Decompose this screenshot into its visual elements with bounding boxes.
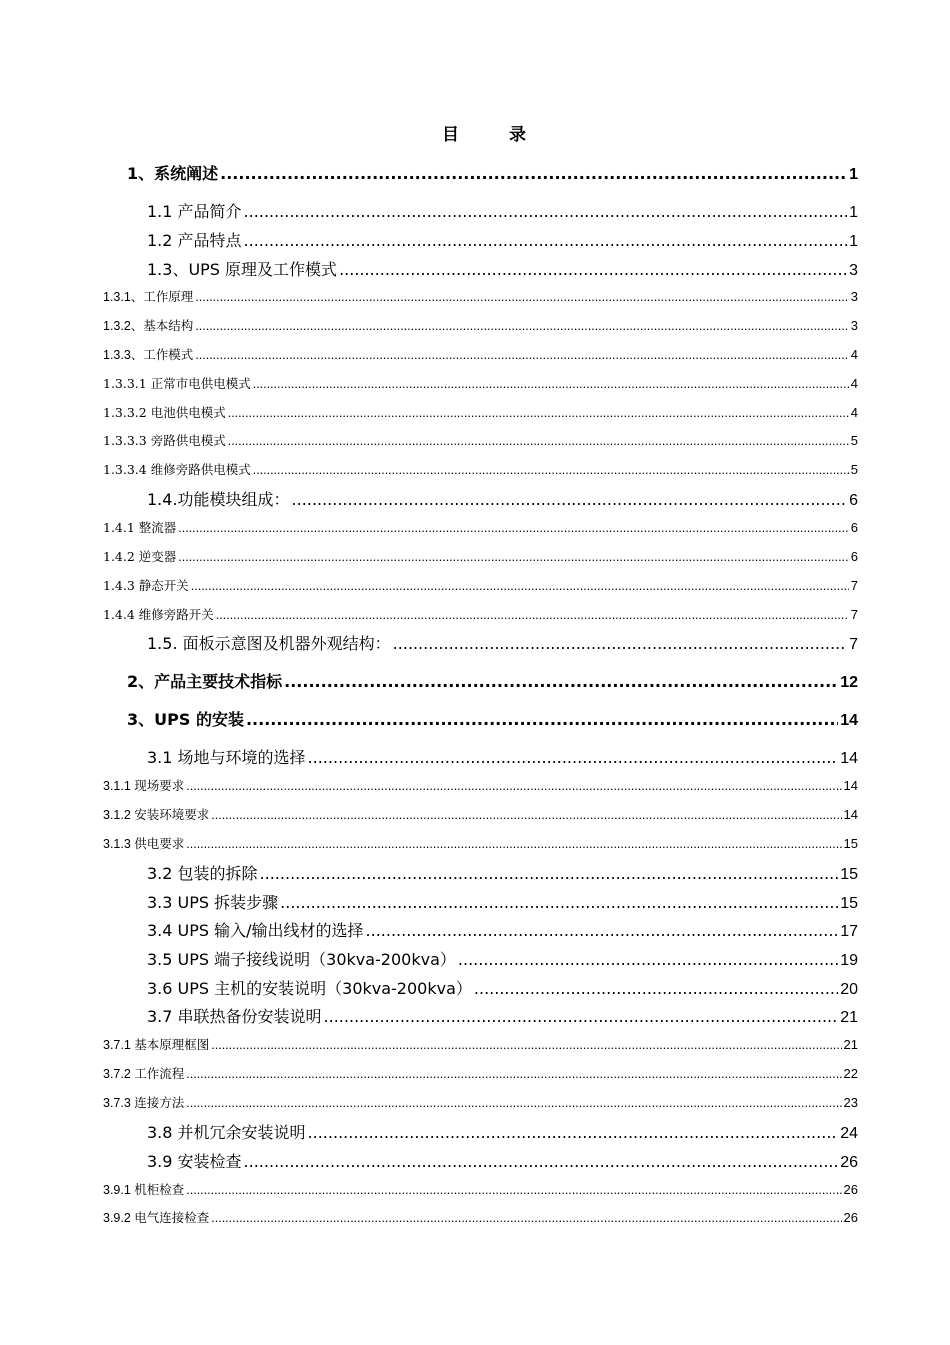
toc-entry-label: 1.4.功能模块组成： <box>147 490 290 509</box>
toc-entry-page-number: 5 <box>850 462 858 477</box>
toc-entry-page-number: 15 <box>843 836 858 851</box>
toc-entry[interactable] <box>103 605 858 623</box>
dot-leader <box>211 1211 841 1225</box>
dot-leader <box>228 406 849 420</box>
dot-leader <box>220 164 847 183</box>
toc-entry-page-number: 6 <box>850 549 858 564</box>
toc-entry-label: 3.7.3 连接方法 <box>103 1096 185 1110</box>
toc-entry[interactable] <box>127 161 858 184</box>
toc-entry-label: 1.4.4 维修旁路开关 <box>103 607 214 622</box>
toc-entry[interactable] <box>103 805 858 823</box>
toc-entry-label: 3.9.1 机柜检查 <box>103 1183 185 1197</box>
toc-entry[interactable] <box>147 257 858 280</box>
toc-entry[interactable] <box>103 287 858 305</box>
toc-entry-label: 3.8 并机冗余安装说明 <box>147 1123 306 1142</box>
toc-entry-label: 1.3.3.2 电池供电模式 <box>103 405 226 420</box>
toc-entry[interactable] <box>147 1149 858 1172</box>
dot-leader <box>186 1183 841 1197</box>
toc-entry-label: 3.9 安装检查 <box>147 1152 242 1171</box>
dot-leader <box>178 550 848 564</box>
dot-leader <box>253 463 849 477</box>
toc-entry-page-number: 20 <box>840 981 858 998</box>
dot-leader <box>244 202 848 221</box>
toc-entry-label: 1.3.1、工作原理 <box>103 290 194 304</box>
toc-entry-page-number: 23 <box>843 1095 858 1110</box>
toc-entry-label: 1.4.3 静态开关 <box>103 578 189 593</box>
toc-entry[interactable] <box>147 631 858 654</box>
toc-entry-label: 1.3.2、基本结构 <box>103 319 194 333</box>
dot-leader <box>280 893 838 912</box>
toc-entry-page-number: 1 <box>849 233 858 250</box>
dot-leader <box>191 579 849 593</box>
toc-entry-page-number: 21 <box>843 1037 858 1052</box>
toc-entry-page-number: 7 <box>849 636 858 653</box>
toc-entry[interactable] <box>103 374 858 392</box>
toc-entry[interactable] <box>103 1064 858 1082</box>
toc-entry[interactable] <box>103 576 858 594</box>
dot-leader <box>186 779 841 793</box>
toc-entry[interactable] <box>147 976 858 999</box>
dot-leader <box>195 290 848 304</box>
dot-leader <box>178 521 848 535</box>
toc-entry-page-number: 22 <box>843 1066 858 1081</box>
dot-leader <box>366 921 839 940</box>
toc-entry-label: 3.7.1 基本原理框图 <box>103 1038 210 1052</box>
toc-entry-page-number: 26 <box>843 1182 858 1197</box>
toc-entry-page-number: 14 <box>843 807 858 822</box>
dot-leader <box>211 808 841 822</box>
dot-leader <box>195 319 848 333</box>
dot-leader <box>474 979 838 998</box>
toc-entry[interactable] <box>103 460 858 478</box>
dot-leader <box>324 1007 839 1026</box>
toc-entry-page-number: 19 <box>840 952 858 969</box>
toc-entry[interactable] <box>147 228 858 251</box>
toc-entry-page-number: 7 <box>850 578 858 593</box>
toc-entry-label: 3.4 UPS 输入/输出线材的选择 <box>147 921 364 940</box>
toc-entry[interactable] <box>147 861 858 884</box>
toc-entry-label: 1.5. 面板示意图及机器外观结构： <box>147 634 391 653</box>
toc-entry-label: 3.1.3 供电要求 <box>103 837 185 851</box>
toc-entry-page-number: 5 <box>850 433 858 448</box>
dot-leader <box>308 1123 839 1142</box>
dot-leader <box>195 348 848 362</box>
dot-leader <box>186 837 841 851</box>
toc-entry-page-number: 14 <box>843 778 858 793</box>
toc-entry-label: 1、系统阐述 <box>127 164 219 183</box>
toc-entry[interactable] <box>147 487 858 510</box>
toc-entry-label: 3.1 场地与环境的选择 <box>147 748 306 767</box>
toc-entry-label: 1.3、UPS 原理及工作模式 <box>147 260 338 279</box>
toc-entry-label: 1.3.3.3 旁路供电模式 <box>103 433 226 448</box>
toc-entry[interactable] <box>147 890 858 913</box>
toc-entry-page-number: 1 <box>849 166 858 183</box>
toc-entry[interactable] <box>103 547 858 565</box>
toc-entry-page-number: 4 <box>850 376 858 391</box>
toc-entry-page-number: 6 <box>850 520 858 535</box>
toc-entry-page-number: 4 <box>850 347 858 362</box>
toc-entry-label: 1.3.3.4 维修旁路供电模式 <box>103 462 251 477</box>
toc-entry[interactable] <box>103 518 858 536</box>
dot-leader <box>244 1152 839 1171</box>
toc-entry-label: 3.5 UPS 端子接线说明（30kva-200kva） <box>147 950 456 969</box>
toc-title: 目 录 <box>442 125 548 145</box>
dot-leader <box>186 1067 841 1081</box>
toc-entry[interactable] <box>103 1208 858 1226</box>
dot-leader <box>186 1096 841 1110</box>
toc-entry-page-number: 17 <box>840 923 858 940</box>
toc-entry-page-number: 6 <box>849 492 858 509</box>
toc-entry-label: 3.1.2 安装环境要求 <box>103 808 210 822</box>
toc-entry-page-number: 15 <box>840 895 858 912</box>
dot-leader <box>458 950 838 969</box>
toc-entry[interactable] <box>147 199 858 222</box>
toc-entry[interactable] <box>103 776 858 794</box>
toc-entry[interactable] <box>103 834 858 852</box>
toc-entry-label: 1.4.1 整流器 <box>103 520 177 535</box>
toc-entry[interactable] <box>147 1120 858 1143</box>
toc-entry-label: 3.7 串联热备份安装说明 <box>147 1007 322 1026</box>
toc-entry[interactable] <box>127 707 858 730</box>
dot-leader <box>228 434 849 448</box>
toc-entry-page-number: 21 <box>840 1009 858 1026</box>
dot-leader <box>244 231 848 250</box>
toc-entry[interactable] <box>103 345 858 363</box>
toc-entry-page-number: 15 <box>840 866 858 883</box>
dot-leader <box>246 710 838 729</box>
toc-entry-label: 1.4.2 逆变器 <box>103 549 177 564</box>
toc-entry-label: 3.7.2 工作流程 <box>103 1067 185 1081</box>
toc-entry-label: 3.3 UPS 拆装步骤 <box>147 893 279 912</box>
toc-entry-page-number: 4 <box>850 405 858 420</box>
toc-entry[interactable] <box>103 403 858 421</box>
toc-entry-label: 3.1.1 现场要求 <box>103 779 185 793</box>
toc-entry[interactable] <box>103 1093 858 1111</box>
toc-entry-page-number: 14 <box>840 750 858 767</box>
dot-leader <box>260 864 839 883</box>
toc-entry[interactable] <box>147 745 858 768</box>
toc-entry[interactable] <box>147 1004 858 1027</box>
toc-entry-page-number: 3 <box>849 262 858 279</box>
toc-entry-label: 2、产品主要技术指标 <box>127 672 283 691</box>
dot-leader <box>216 608 849 622</box>
toc-entry-page-number: 1 <box>849 204 858 221</box>
toc-entry-page-number: 14 <box>840 712 858 729</box>
toc-entry-label: 1.2 产品特点 <box>147 231 242 250</box>
toc-entry-label: 1.3.3、工作模式 <box>103 348 194 362</box>
toc-entry-page-number: 24 <box>840 1125 858 1142</box>
toc-entry[interactable] <box>103 1180 858 1198</box>
toc-entry-page-number: 3 <box>850 318 858 333</box>
toc-entry-page-number: 26 <box>843 1210 858 1225</box>
dot-leader <box>308 748 839 767</box>
toc-entry-label: 1.1 产品简介 <box>147 202 242 221</box>
toc-entry-page-number: 3 <box>850 289 858 304</box>
dot-leader <box>211 1038 841 1052</box>
toc-entry-page-number: 12 <box>840 674 858 691</box>
dot-leader <box>292 490 848 509</box>
dot-leader <box>253 377 849 391</box>
toc-entry[interactable] <box>147 918 858 941</box>
toc-entry[interactable] <box>127 669 858 692</box>
toc-entry[interactable] <box>103 316 858 334</box>
toc-entry-label: 3.9.2 电气连接检查 <box>103 1211 210 1225</box>
dot-leader <box>393 634 847 653</box>
toc-entry-label: 3.2 包装的拆除 <box>147 864 258 883</box>
toc-entry-label: 1.3.3.1 正常市电供电模式 <box>103 376 251 391</box>
toc-entry[interactable] <box>147 947 858 970</box>
toc-entry[interactable] <box>103 431 858 449</box>
toc-entry-label: 3、UPS 的安装 <box>127 710 244 729</box>
toc-entry-page-number: 26 <box>840 1154 858 1171</box>
toc-entry-label: 3.6 UPS 主机的安装说明（30kva-200kva） <box>147 979 472 998</box>
toc-entry-page-number: 7 <box>850 607 858 622</box>
toc-entry[interactable] <box>103 1035 858 1053</box>
dot-leader <box>339 260 847 279</box>
dot-leader <box>284 672 838 691</box>
